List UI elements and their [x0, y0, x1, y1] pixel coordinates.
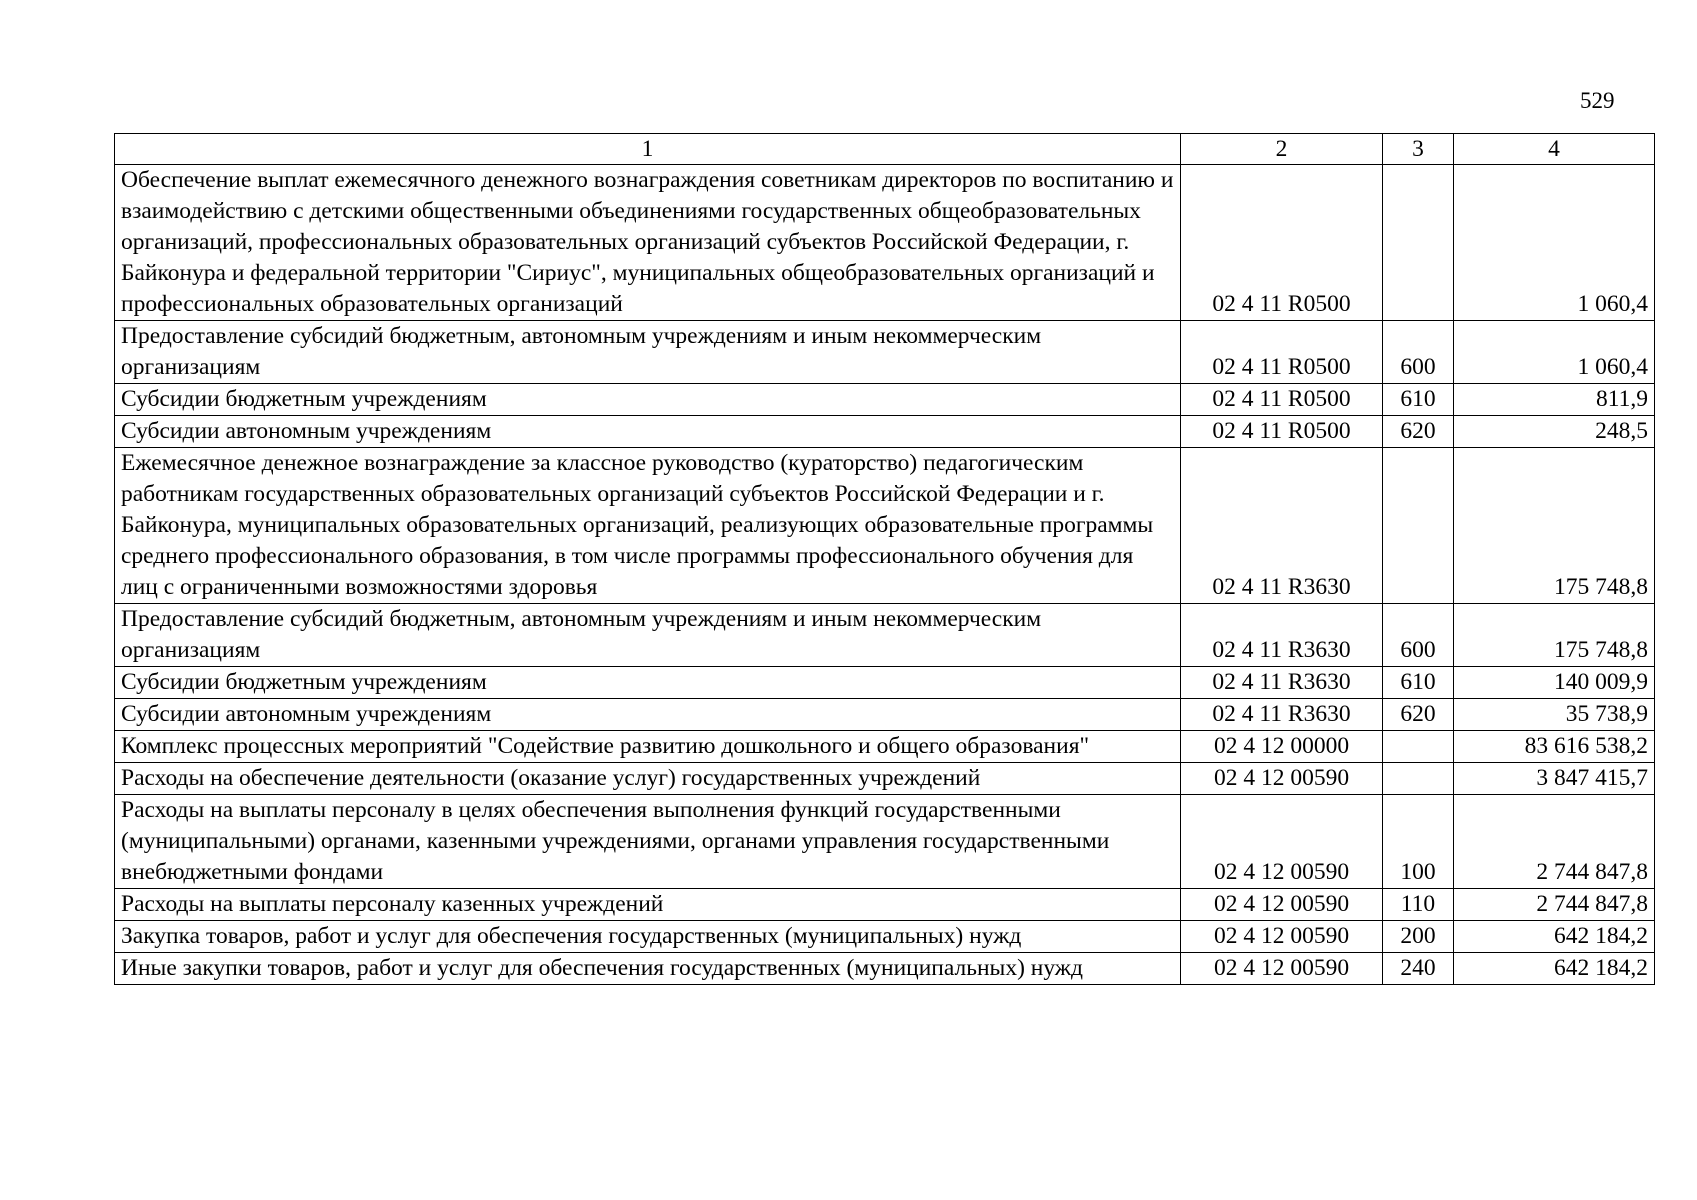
budget-table — [114, 133, 1655, 985]
amount-cell: 2 744 847,8 — [1454, 795, 1655, 889]
expense-type-cell: 600 — [1383, 321, 1454, 384]
amount-cell: 3 847 415,7 — [1454, 763, 1655, 795]
expense-type-cell: 600 — [1383, 604, 1454, 667]
target-code-cell: 02 4 11 R3630 — [1181, 699, 1383, 731]
expense-type-cell: 610 — [1383, 384, 1454, 416]
page-number: 529 — [1580, 88, 1615, 113]
expense-name-cell: Субсидии автономным учреждениям — [115, 416, 1181, 448]
expense-name-cell: Предоставление субсидий бюджетным, автономным учреждениям и иным некоммерческим организациям — [115, 321, 1181, 384]
amount-cell: 35 738,9 — [1454, 699, 1655, 731]
table-row — [115, 165, 1655, 321]
amount-cell: 248,5 — [1454, 416, 1655, 448]
table-row — [115, 795, 1655, 889]
amount-cell: 175 748,8 — [1454, 604, 1655, 667]
table-row — [115, 448, 1655, 604]
table-header-row — [115, 134, 1655, 165]
expense-name-cell: Комплекс процессных мероприятий "Содействие развитию дошкольного и общего образования" — [115, 731, 1181, 763]
expense-type-cell: 240 — [1383, 953, 1454, 985]
amount-cell: 2 744 847,8 — [1454, 889, 1655, 921]
target-code-cell: 02 4 11 R3630 — [1181, 448, 1383, 604]
table-row — [115, 763, 1655, 795]
amount-cell: 642 184,2 — [1454, 921, 1655, 953]
expense-name-cell: Иные закупки товаров, работ и услуг для обеспечения государственных (муниципальных) нужд — [115, 953, 1181, 985]
expense-name-cell: Расходы на выплаты персоналу казенных учреждений — [115, 889, 1181, 921]
expense-name-cell: Расходы на обеспечение деятельности (оказание услуг) государственных учреждений — [115, 763, 1181, 795]
column-header-4: 4 — [1454, 134, 1655, 165]
target-code-cell: 02 4 12 00590 — [1181, 953, 1383, 985]
expense-name-cell: Расходы на выплаты персоналу в целях обеспечения выполнения функций государственными (муниципальными) органами, казенными учреждениями, органами управления государственными внебюджетными фондами — [115, 795, 1181, 889]
expense-type-cell — [1383, 448, 1454, 604]
column-header-2: 2 — [1181, 134, 1383, 165]
expense-name-cell: Ежемесячное денежное вознаграждение за классное руководство (кураторство) педагогическим работникам государственных образовательных организаций субъектов Российской Федерации и г. Байконура, муниципальных образовательных организаций, реализующих образовательные программы среднего профессионального образования, в том числе программы профессионального обучения для лиц с ограниченными возможностями здоровья — [115, 448, 1181, 604]
expense-name-cell: Субсидии бюджетным учреждениям — [115, 384, 1181, 416]
target-code-cell: 02 4 11 R0500 — [1181, 165, 1383, 321]
expense-name-cell: Предоставление субсидий бюджетным, автономным учреждениям и иным некоммерческим организациям — [115, 604, 1181, 667]
expense-type-cell — [1383, 763, 1454, 795]
expense-name-cell: Субсидии автономным учреждениям — [115, 699, 1181, 731]
expense-type-cell: 200 — [1383, 921, 1454, 953]
table-row — [115, 889, 1655, 921]
amount-cell: 1 060,4 — [1454, 321, 1655, 384]
amount-cell: 642 184,2 — [1454, 953, 1655, 985]
expense-type-cell — [1383, 165, 1454, 321]
target-code-cell: 02 4 12 00590 — [1181, 795, 1383, 889]
target-code-cell: 02 4 11 R0500 — [1181, 384, 1383, 416]
table-row — [115, 321, 1655, 384]
expense-type-cell: 110 — [1383, 889, 1454, 921]
table-row — [115, 731, 1655, 763]
expense-name-cell: Обеспечение выплат ежемесячного денежного вознаграждения советникам директоров по воспитанию и взаимодействию с детскими общественными объединениями государственных общеобразовательных организаций, профессиональных образовательных организаций субъектов Российской Федерации, г. Байконура и федеральной территории "Сириус", муниципальных общеобразовательных организаций и профессиональных образовательных организаций — [115, 165, 1181, 321]
expense-name-cell: Субсидии бюджетным учреждениям — [115, 667, 1181, 699]
target-code-cell: 02 4 11 R3630 — [1181, 604, 1383, 667]
column-header-3: 3 — [1383, 134, 1454, 165]
amount-cell: 140 009,9 — [1454, 667, 1655, 699]
table-row — [115, 384, 1655, 416]
expense-type-cell: 620 — [1383, 699, 1454, 731]
table-row — [115, 921, 1655, 953]
expense-type-cell: 620 — [1383, 416, 1454, 448]
amount-cell: 83 616 538,2 — [1454, 731, 1655, 763]
target-code-cell: 02 4 12 00590 — [1181, 921, 1383, 953]
amount-cell: 1 060,4 — [1454, 165, 1655, 321]
target-code-cell: 02 4 12 00000 — [1181, 731, 1383, 763]
expense-type-cell: 100 — [1383, 795, 1454, 889]
table-row — [115, 416, 1655, 448]
amount-cell: 175 748,8 — [1454, 448, 1655, 604]
target-code-cell: 02 4 12 00590 — [1181, 889, 1383, 921]
target-code-cell: 02 4 12 00590 — [1181, 763, 1383, 795]
target-code-cell: 02 4 11 R0500 — [1181, 321, 1383, 384]
table-row — [115, 667, 1655, 699]
expense-type-cell: 610 — [1383, 667, 1454, 699]
table-row — [115, 699, 1655, 731]
expense-type-cell — [1383, 731, 1454, 763]
table-row — [115, 604, 1655, 667]
target-code-cell: 02 4 11 R0500 — [1181, 416, 1383, 448]
table-row — [115, 953, 1655, 985]
amount-cell: 811,9 — [1454, 384, 1655, 416]
target-code-cell: 02 4 11 R3630 — [1181, 667, 1383, 699]
column-header-1: 1 — [115, 134, 1181, 165]
expense-name-cell: Закупка товаров, работ и услуг для обеспечения государственных (муниципальных) нужд — [115, 921, 1181, 953]
